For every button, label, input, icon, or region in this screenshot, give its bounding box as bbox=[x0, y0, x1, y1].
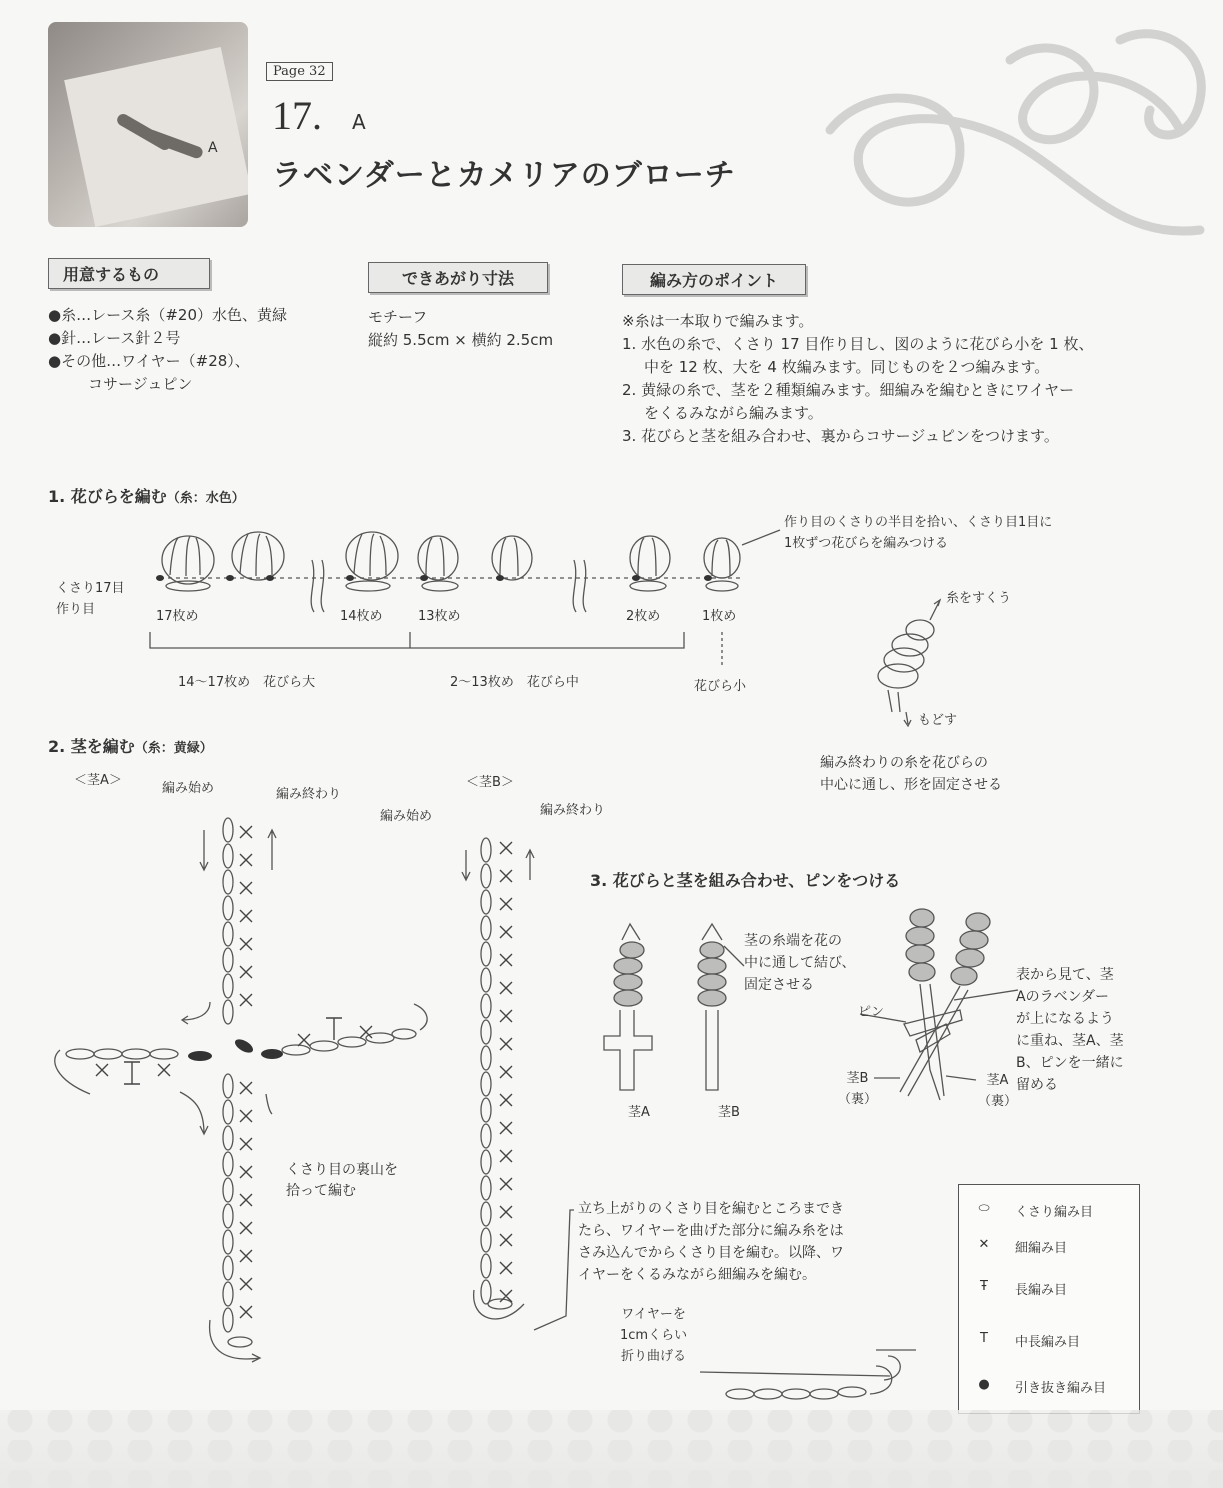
stemB-back-label bbox=[838, 1068, 877, 1110]
legend-label: 中長編み目 bbox=[1015, 1335, 1081, 1350]
photo-label: A bbox=[208, 140, 218, 156]
points-line: をくるみながら編みます。 bbox=[644, 404, 823, 422]
finish-note-line: 編み終わりの糸を花びらの bbox=[820, 755, 988, 771]
stemA-back-line: 茎A bbox=[986, 1073, 1009, 1088]
slip-stitch-icon: ● bbox=[978, 1377, 990, 1392]
chain-label-line: 作り目 bbox=[56, 602, 96, 617]
overlap-note-line: 表から見て、茎 bbox=[1016, 967, 1114, 983]
overlap-note-line: が上になるよう bbox=[1016, 1011, 1114, 1027]
step3-stemB-label: 茎B bbox=[718, 1105, 740, 1120]
back-label: もどす bbox=[918, 713, 958, 728]
tie-note bbox=[744, 930, 855, 996]
size-line: 縦約 5.5cm × 横約 2.5cm bbox=[368, 331, 554, 349]
stemA-end: 編み終わり bbox=[276, 787, 342, 802]
materials-item: コサージュピン bbox=[88, 375, 193, 393]
legend-label: 細編み目 bbox=[1015, 1241, 1068, 1256]
petal-label-2: 2枚め bbox=[626, 609, 661, 624]
tie-note-line: 固定させる bbox=[744, 977, 814, 993]
step1-subtitle: （糸：水色） bbox=[166, 491, 245, 506]
half-double-crochet-icon: T bbox=[980, 1331, 988, 1346]
double-crochet-icon: Ŧ bbox=[980, 1279, 988, 1294]
stemB-end: 編み終わり bbox=[540, 803, 606, 818]
legend-label: 引き抜き編み目 bbox=[1015, 1381, 1107, 1396]
legend-label: くさり編み目 bbox=[1015, 1205, 1094, 1220]
materials-item: ●針…レース針２号 bbox=[48, 329, 181, 347]
symbol-legend bbox=[958, 1184, 1140, 1414]
stemB-start: 編み始め bbox=[380, 809, 433, 824]
back-loop-line: 拾って編む bbox=[286, 1183, 356, 1199]
size-heading: できあがり寸法 bbox=[368, 262, 548, 293]
range-label-medium: 2〜13枚め 花びら中 bbox=[450, 675, 579, 690]
points-line: 中を 12 枚、大を 4 枚編みます。同じものを２つ編みます。 bbox=[644, 358, 1050, 376]
petal-note-line: 1枚ずつ花びらを編みつける bbox=[784, 536, 949, 551]
points-line: 3. 花びらと茎を組み合わせ、裏からコサージュピンをつけます。 bbox=[622, 427, 1059, 445]
points-heading: 編み方のポイント bbox=[622, 264, 806, 295]
bend-note-line: ワイヤーを bbox=[621, 1307, 686, 1322]
stemA-label: ＜茎A＞ bbox=[74, 773, 122, 788]
legend-label: 長編み目 bbox=[1015, 1283, 1068, 1298]
pattern-number: 17. bbox=[272, 93, 322, 138]
wire-note-line: さみ込んでからくさり目を編む。以降、ワ bbox=[578, 1245, 844, 1261]
back-loop-line: くさり目の裏山を bbox=[286, 1162, 398, 1178]
stemA-back-line: （裏） bbox=[978, 1094, 1018, 1109]
overlap-note-line: に重ね、茎A、茎 bbox=[1016, 1033, 1124, 1049]
step3-stemA-label: 茎A bbox=[628, 1105, 650, 1120]
materials-item: ●糸…レース糸（#20）水色、黄緑 bbox=[48, 306, 287, 324]
pin-label: ピン bbox=[858, 1005, 885, 1020]
petal-label-13: 13枚め bbox=[418, 609, 461, 624]
range-label-large: 14〜17枚め 花びら大 bbox=[178, 675, 316, 690]
page-title: ラベンダーとカメリアのブローチ bbox=[272, 158, 736, 193]
points-line: 2. 黄緑の糸で、茎を２種類編みます。細編みを編むときにワイヤー bbox=[622, 381, 1075, 399]
wire-note-line: たら、ワイヤーを曲げた部分に編み糸をは bbox=[578, 1223, 844, 1239]
scoop-label: 糸をすくう bbox=[946, 591, 1012, 606]
page-number: Page 32 bbox=[266, 62, 333, 81]
stemB-back-line: 茎B bbox=[846, 1071, 869, 1086]
tie-note-line: 茎の糸端を花の bbox=[744, 933, 842, 949]
materials-heading: 用意するもの bbox=[48, 258, 210, 289]
range-label-small: 花びら小 bbox=[694, 679, 747, 694]
stemB-back-line: （裏） bbox=[838, 1092, 878, 1107]
stemA-back-label bbox=[978, 1070, 1017, 1112]
size-line: モチーフ bbox=[368, 308, 428, 326]
petal-label-17: 17枚め bbox=[156, 609, 199, 624]
tie-note-line: 中に通して結び、 bbox=[744, 955, 856, 971]
petal-note-line: 作り目のくさりの半目を拾い、くさり目1目に bbox=[784, 515, 1053, 530]
overlap-note-line: 留める bbox=[1016, 1077, 1058, 1093]
wire-note-line: 立ち上がりのくさり目を編むところまでき bbox=[578, 1201, 844, 1217]
single-crochet-icon: ✕ bbox=[978, 1237, 990, 1252]
step2-subtitle: （糸：黄緑） bbox=[134, 741, 213, 756]
step3-heading: 3. 花びらと茎を組み合わせ、ピンをつける bbox=[590, 871, 901, 890]
pattern-variant: A bbox=[352, 110, 366, 134]
materials-item: ●その他…ワイヤー（#28）、 bbox=[48, 352, 250, 370]
overlap-note bbox=[1016, 964, 1124, 1096]
points-line: 1. 水色の糸で、くさり 17 目作り目し、図のように花びら小を 1 枚、 bbox=[622, 335, 1094, 353]
wire-note-line: イヤーをくるみながら細編みを編む。 bbox=[578, 1267, 816, 1283]
points-line: ※糸は一本取りで編みます。 bbox=[622, 312, 814, 330]
step2-title: 2. 茎を編む bbox=[48, 737, 135, 756]
petal-label-14: 14枚め bbox=[340, 609, 383, 624]
stemB-label: ＜茎B＞ bbox=[466, 775, 514, 790]
bend-note-line: 折り曲げる bbox=[621, 1349, 687, 1364]
petal-label-1: 1枚め bbox=[702, 609, 737, 624]
step1-title: 1. 花びらを編む bbox=[48, 487, 167, 506]
chain-label-line: くさり17目 bbox=[56, 581, 125, 596]
bend-note-line: 1cmくらい bbox=[620, 1328, 688, 1343]
finish-note-line: 中心に通し、形を固定させる bbox=[820, 777, 1002, 793]
chain-stitch-icon: ⬭ bbox=[978, 1201, 990, 1216]
lace-border-decoration bbox=[0, 1410, 1223, 1488]
overlap-note-line: Aのラベンダー bbox=[1016, 989, 1110, 1005]
overlap-note-line: B、ピンを一緒に bbox=[1016, 1055, 1124, 1071]
stemA-start: 編み始め bbox=[162, 781, 215, 796]
